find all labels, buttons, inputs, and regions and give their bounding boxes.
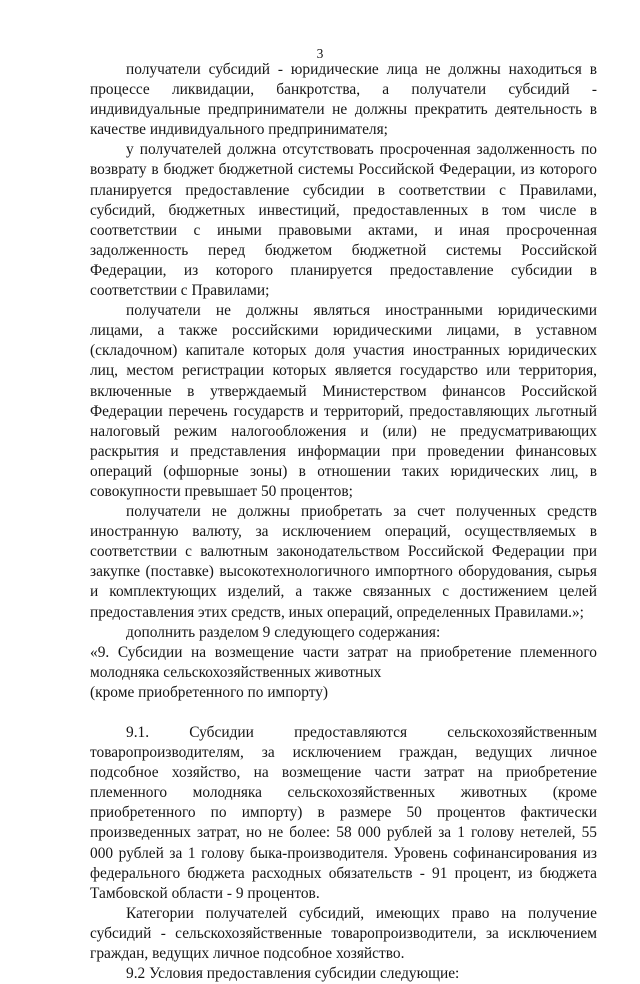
paragraph-debt: у получателей должна отсутствовать просроченная задолженность по возврату в бюджет бюджетной системы Российской Федерации, из которого планируется предоставление субсидии в соответствии с Правилами, субсидий, бюджетных инвестиций, предоставленных в том числе в соответствии с иными правовыми актами, и иная просроченная задолженность перед бюджетом бюджетной системы Российской Федерации, из которого планируется предоставление субсидии в соответствии с Правилами;	[90, 141, 597, 300]
paragraph-liquidation: получатели субсидий - юридические лица не должны находиться в процессе ликвидации, банкротства, а получатели субсидий - индивидуальные предприниматели не должны прекратить деятельность в качестве индивидуального предпринимателя;	[90, 61, 597, 139]
paragraph-categories: Категории получателей субсидий, имеющих право на получение субсидий - сельскохозяйственные товаропроизводители, за исключением граждан, ведущих личное подсобное хозяйство.	[90, 904, 597, 963]
paragraph-add-section: дополнить разделом 9 следующего содержания:	[126, 623, 441, 641]
page-number: 3	[316, 46, 324, 61]
section-heading-sub: (кроме приобретенного по импорту)	[90, 683, 329, 701]
spacer	[90, 703, 597, 723]
section-heading: «9. Субсидии на возмещение части затрат на приобретение племенного молодняка сельскохозяйственных животных	[90, 643, 597, 681]
document-body	[90, 60, 597, 984]
paragraph-foreign-entities: получатели не должны являться иностранными юридическими лицами, а также российскими юридическими лицами, в уставном (складочном) капитале которых доля участия иностранных юридических лиц, местом регистрации которых является государство или территория, включенные в утверждаемый Министерством финансов Российской Федерации перечень государств и территорий, предоставляющих льготный налоговый режим налогообложения и (или) не предусматривающих раскрытия и представления информации при проведении финансовых операций (офшорные зоны) в отношении таких юридических лиц, в совокупности превышает 50 процентов;	[90, 302, 597, 500]
paragraph-9-2: 9.2 Условия предоставления субсидии следующие:	[126, 965, 460, 983]
paragraph-9-1: 9.1. Субсидии предоставляются сельскохозяйственным товаропроизводителям, за исключением граждан, ведущих личное подсобное хозяйство, на возмещение части затрат на приобретение племенного молодняка сельскохозяйственных животных (кроме приобретенного по импорту) в размере 50 процентов фактически произведенных затрат, но не более: 58 000 рублей за 1 голову нетелей, 55 000 рублей за 1 голову быка-производителя. Уровень софинансирования из федерального бюджета расходных обязательств - 91 процент, из бюджета Тамбовской области - 9 процентов.	[90, 724, 597, 902]
paragraph-currency: получатели не должны приобретать за счет полученных средств иностранную валюту, за исключением операций, осуществляемых в соответствии с валютным законодательством Российской Федерации при закупке (поставке) высокотехнологичного импортного оборудования, сырья и комплектующих изделий, а также связанных с достижением целей предоставления этих средств, иных операций, определенных Правилами.»;	[90, 503, 597, 621]
